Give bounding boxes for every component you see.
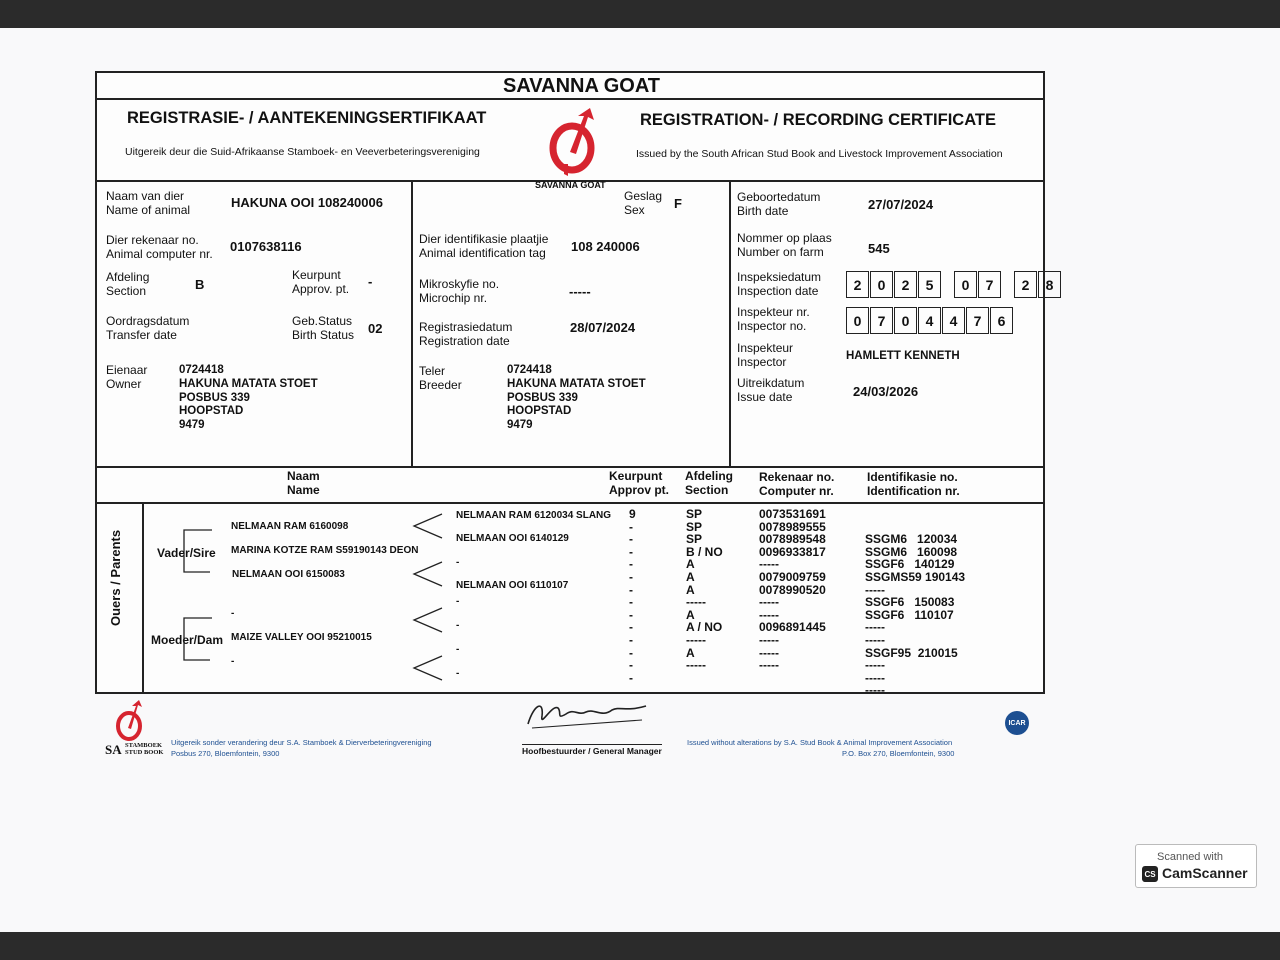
divider <box>95 98 1045 100</box>
logo-caption: SAVANNA GOAT <box>535 180 606 190</box>
sa-logo-text: SA <box>105 742 122 757</box>
sire-sire-name: NELMAAN RAM 6160098 <box>231 521 349 532</box>
owner-label: Eienaar Owner <box>106 363 148 391</box>
scanned-page <box>0 28 1280 932</box>
sa-studbook-logo-icon <box>112 700 148 744</box>
camscanner-badge <box>1135 844 1257 888</box>
farm-nr: 545 <box>868 241 890 256</box>
animal-name: HAKUNA OOI 108240006 <box>231 195 383 210</box>
footer-eng-note: Issued without alterations by S.A. Stud Book & Animal Improvement Association <box>687 738 953 747</box>
birth-date-label: Geboortedatum Birth date <box>737 190 821 218</box>
computer-column: 0073531691 0078989555 0078989548 0096933817 ----- 0079009759 0078990520 ----- ----- 0096891445 ----- ----- ----- <box>759 507 826 673</box>
ddd-name: - <box>456 668 460 679</box>
pedigree-connector-lines <box>180 508 460 688</box>
divider <box>142 502 144 694</box>
sex-label: Geslag Sex <box>624 189 663 217</box>
divider <box>411 180 413 466</box>
divider <box>729 180 731 466</box>
eng-subtitle: Issued by the South African Stud Book and Livestock Improvement Association <box>636 148 1003 160</box>
camscanner-brand: CamScanner <box>1162 865 1248 881</box>
divider <box>95 466 1045 468</box>
date-digit: 2 <box>846 271 869 298</box>
eng-title: REGISTRATION- / RECORDING CERTIFICATE <box>640 111 996 129</box>
afr-title: REGISTRASIE- / AANTEKENINGSERTIFIKAAT <box>127 109 487 127</box>
date-digit: 8 <box>1038 271 1061 298</box>
icar-seal: ICAR <box>1005 711 1029 735</box>
registration-date-label: Registrasiedatum Registration date <box>419 320 513 348</box>
inspector-digit: 4 <box>918 307 941 334</box>
col-header-section: Afdeling Section <box>685 469 733 497</box>
sire-label: Vader/Sire <box>157 546 216 560</box>
date-digit: 5 <box>918 271 941 298</box>
savanna-goat-logo-icon <box>540 108 606 180</box>
signature-icon <box>522 694 652 734</box>
dds-name: - <box>456 644 460 655</box>
microchip-label: Mikroskyfie no. Microchip nr. <box>419 277 500 305</box>
scanned-with-text: Scanned with <box>1157 851 1224 863</box>
afr-subtitle: Uitgereik deur die Suid-Afrikaanse Stamboek- en Veeverbeteringsvereniging <box>125 146 480 158</box>
approv-value: - <box>368 274 373 289</box>
issue-date-label: Uitreikdatum Issue date <box>737 376 805 404</box>
footer-eng-address: P.O. Box 270, Bloemfontein, 9300 <box>842 749 955 758</box>
footer-afr-note: Uitgereik sonder verandering deur S.A. Stamboek & Dierverbeteringvereniging <box>171 738 432 747</box>
sdd-name: NELMAAN OOI 6110107 <box>456 580 569 591</box>
inspector-digit: 7 <box>966 307 989 334</box>
ssd-name: NELMAAN OOI 6140129 <box>456 533 569 544</box>
footer-afr-address: Posbus 270, Bloemfontein, 9300 <box>171 749 280 758</box>
dam-dam-name: - <box>231 656 235 667</box>
birth-date: 27/07/2024 <box>868 197 934 212</box>
inspector-digit: 0 <box>894 307 917 334</box>
col-header-computer: Rekenaar no. Computer nr. <box>759 470 835 498</box>
sire-dam-name: NELMAAN OOI 6150083 <box>232 569 345 580</box>
computer-nr-label: Dier rekenaar no. Animal computer nr. <box>106 233 213 261</box>
certificate-title: SAVANNA GOAT <box>502 75 661 97</box>
birth-status-label: Geb.Status Birth Status <box>292 314 355 342</box>
col-header-approv: Keurpunt Approv pt. <box>609 469 669 497</box>
date-digit: 0 <box>954 271 977 298</box>
dss-name: - <box>456 596 460 607</box>
farm-nr-label: Nommer op plaas Number on farm <box>737 231 832 259</box>
col-header-name: Naam Name <box>287 469 320 497</box>
section-label: Afdeling Section <box>106 270 150 298</box>
breeder-code: 0724418 <box>507 364 552 376</box>
sds-name: - <box>456 557 460 568</box>
sire-name: MARINA KOTZE RAM S59190143 DEON <box>231 545 419 556</box>
animal-name-label: Naam van dier Name of animal <box>106 189 191 217</box>
general-manager-label: Hoofbestuurder / General Manager <box>522 746 662 756</box>
inspector-label: Inspekteur Inspector <box>737 341 794 369</box>
inspector-nr-boxes <box>846 307 1014 334</box>
divider <box>95 502 1045 504</box>
date-digit: 2 <box>894 271 917 298</box>
camscanner-logo-icon: CS <box>1142 866 1158 882</box>
date-digit: 0 <box>870 271 893 298</box>
inspector-digit: 6 <box>990 307 1013 334</box>
parents-side-label: Ouers / Parents <box>108 529 123 626</box>
sa-logo-name: STAMBOEK STUD BOOK <box>125 742 164 756</box>
birth-status: 02 <box>368 321 383 336</box>
breeder-label: Teler Breeder <box>419 364 462 392</box>
inspector-name: HAMLETT KENNETH <box>846 350 960 362</box>
col-header-id: Identifikasie no. Identification nr. <box>867 470 960 498</box>
owner-code: 0724418 <box>179 364 224 376</box>
date-digit: 2 <box>1014 271 1037 298</box>
approv-column: 9 - - - - - - - - - - - - - <box>629 507 636 685</box>
tag-value: 108 240006 <box>571 239 640 254</box>
transfer-date-label: Oordragsdatum Transfer date <box>106 314 190 342</box>
dam-sire-name: - <box>231 608 235 619</box>
inspector-digit: 0 <box>846 307 869 334</box>
inspection-date-boxes <box>846 271 1062 298</box>
registration-date: 28/07/2024 <box>570 320 636 335</box>
id-column: SSGM6 120034 SSGM6 160098 SSGF6 140129 SSGMS59 190143 ----- SSGF6 150083 SSGF6 110107 ----- ----- SSGF95 210015 ----- ----- ----- <box>865 532 966 698</box>
owner-address: HAKUNA MATATA STOET POSBUS 339 HOOPSTAD 9479 <box>179 378 318 431</box>
sex-value: F <box>674 196 682 211</box>
approv-label: Keurpunt Approv. pt. <box>292 268 350 296</box>
inspector-digit: 7 <box>870 307 893 334</box>
breeder-address: HAKUNA MATATA STOET POSBUS 339 HOOPSTAD 9479 <box>507 378 646 431</box>
tag-label: Dier identifikasie plaatjie Animal identification tag <box>419 232 549 260</box>
microchip-value: ----- <box>569 284 591 299</box>
dsd-name: - <box>456 620 460 631</box>
computer-nr: 0107638116 <box>230 239 302 254</box>
inspector-digit: 4 <box>942 307 965 334</box>
inspector-nr-label: Inspekteur nr. Inspector no. <box>737 305 810 333</box>
dam-name: MAIZE VALLEY OOI 95210015 <box>231 632 372 643</box>
sss-name: NELMAAN RAM 6120034 SLANG <box>456 510 612 521</box>
date-digit: 7 <box>978 271 1001 298</box>
dam-label: Moeder/Dam <box>151 633 224 647</box>
section-value: B <box>195 277 205 292</box>
inspection-date-label: Inspeksiedatum Inspection date <box>737 270 822 298</box>
issue-date: 24/03/2026 <box>853 384 919 399</box>
section-column: SP SP SP B / NO A A A ----- A A / NO ----- A ----- <box>686 507 723 673</box>
